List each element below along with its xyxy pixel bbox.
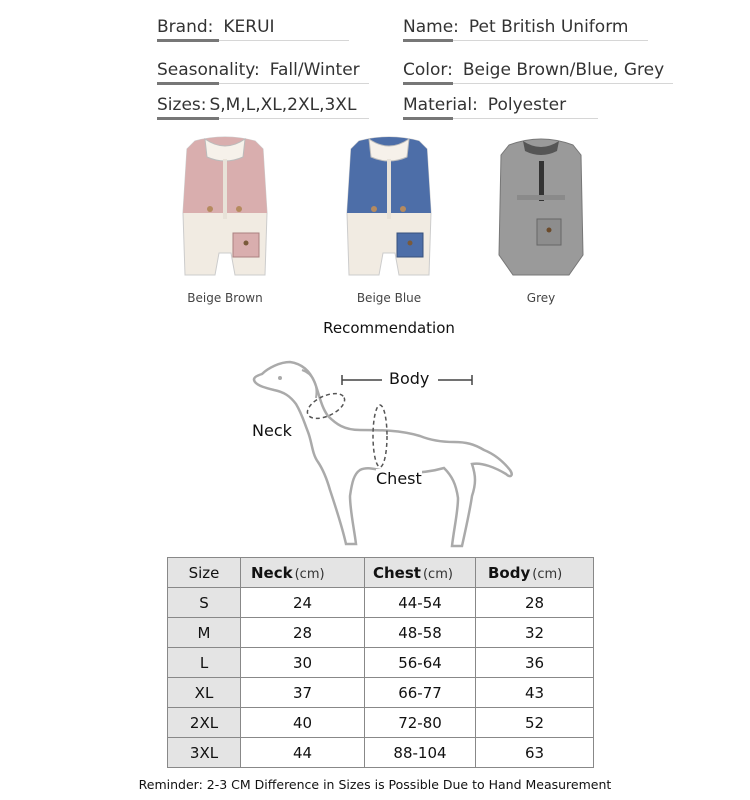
spec-brand-key: Brand: [157, 17, 214, 37]
cell-body: 28 [476, 588, 594, 618]
product-caption: Grey [526, 291, 556, 305]
cell-chest: 88-104 [365, 738, 476, 768]
cell-body: 63 [476, 738, 594, 768]
spec-underline-light [219, 40, 349, 41]
spec-underline-light [219, 118, 369, 119]
spec-color-key: Color: [403, 60, 453, 80]
table-row [168, 648, 594, 678]
header-size: Size [168, 558, 241, 588]
cell-body: 32 [476, 618, 594, 648]
spec-brand-value: KERUI [223, 17, 275, 37]
spec-underline [403, 39, 453, 42]
cell-body: 52 [476, 708, 594, 738]
spec-underline [403, 82, 453, 85]
spec-color [403, 60, 664, 80]
table-row [168, 618, 594, 648]
spec-seasonality-key: Seasonality: [157, 60, 260, 80]
product-grey [481, 135, 601, 305]
spec-name [403, 17, 628, 37]
spec-material [403, 95, 566, 115]
cell-size: 2XL [168, 708, 241, 738]
table-row [168, 678, 594, 708]
coat-image [165, 135, 285, 280]
header-chest: Chest (cm) [365, 558, 476, 588]
spec-name-key: Name: [403, 17, 459, 37]
table-row [168, 708, 594, 738]
cell-size: 3XL [168, 738, 241, 768]
cell-neck: 24 [241, 588, 365, 618]
cell-size: S [168, 588, 241, 618]
spec-sizes-value: S,M,L,XL,2XL,3XL [209, 95, 357, 115]
product-beige-blue [329, 135, 449, 305]
spec-brand [157, 17, 275, 37]
cell-body: 36 [476, 648, 594, 678]
spec-underline-light [453, 40, 648, 41]
header-body: Body (cm) [476, 558, 594, 588]
spec-underline [157, 39, 219, 42]
cell-chest: 66-77 [365, 678, 476, 708]
cell-neck: 40 [241, 708, 365, 738]
dog-silhouette [254, 362, 512, 546]
cell-size: XL [168, 678, 241, 708]
spec-seasonality [157, 60, 360, 80]
spec-underline [403, 117, 453, 120]
table-header-row [168, 558, 594, 588]
cell-chest: 48-58 [365, 618, 476, 648]
spec-underline [157, 117, 219, 120]
spec-underline-light [453, 83, 673, 84]
coat-image [481, 135, 601, 280]
recommendation-title: Recommendation [323, 319, 455, 337]
spec-underline-light [453, 118, 598, 119]
spec-sizes-key: Sizes: [157, 95, 207, 115]
dog-measurement-diagram [240, 350, 520, 560]
label-body: Body [389, 369, 430, 388]
cell-neck: 44 [241, 738, 365, 768]
size-table [167, 557, 594, 768]
product-beige-brown [165, 135, 285, 305]
cell-neck: 37 [241, 678, 365, 708]
cell-chest: 56-64 [365, 648, 476, 678]
spec-underline [157, 82, 219, 85]
cell-size: L [168, 648, 241, 678]
spec-seasonality-value: Fall/Winter [269, 60, 360, 80]
cell-body: 43 [476, 678, 594, 708]
cell-neck: 30 [241, 648, 365, 678]
reminder-note: Reminder: 2-3 CM Difference in Sizes is Possible Due to Hand Measurement [138, 777, 612, 792]
spec-material-value: Polyester [487, 95, 567, 115]
spec-material-key: Material: [403, 95, 478, 115]
coat-image [329, 135, 449, 280]
label-chest: Chest [376, 469, 422, 488]
table-row [168, 588, 594, 618]
spec-sizes [157, 95, 356, 115]
table-row [168, 738, 594, 768]
spec-color-value: Beige Brown/Blue, Grey [462, 60, 665, 80]
cell-size: M [168, 618, 241, 648]
spec-name-value: Pet British Uniform [468, 17, 629, 37]
cell-chest: 44-54 [365, 588, 476, 618]
product-caption: Beige Brown [187, 291, 263, 305]
product-caption: Beige Blue [356, 291, 422, 305]
label-neck: Neck [252, 421, 292, 440]
spec-underline-light [219, 83, 369, 84]
cell-chest: 72-80 [365, 708, 476, 738]
header-neck: Neck (cm) [241, 558, 365, 588]
cell-neck: 28 [241, 618, 365, 648]
